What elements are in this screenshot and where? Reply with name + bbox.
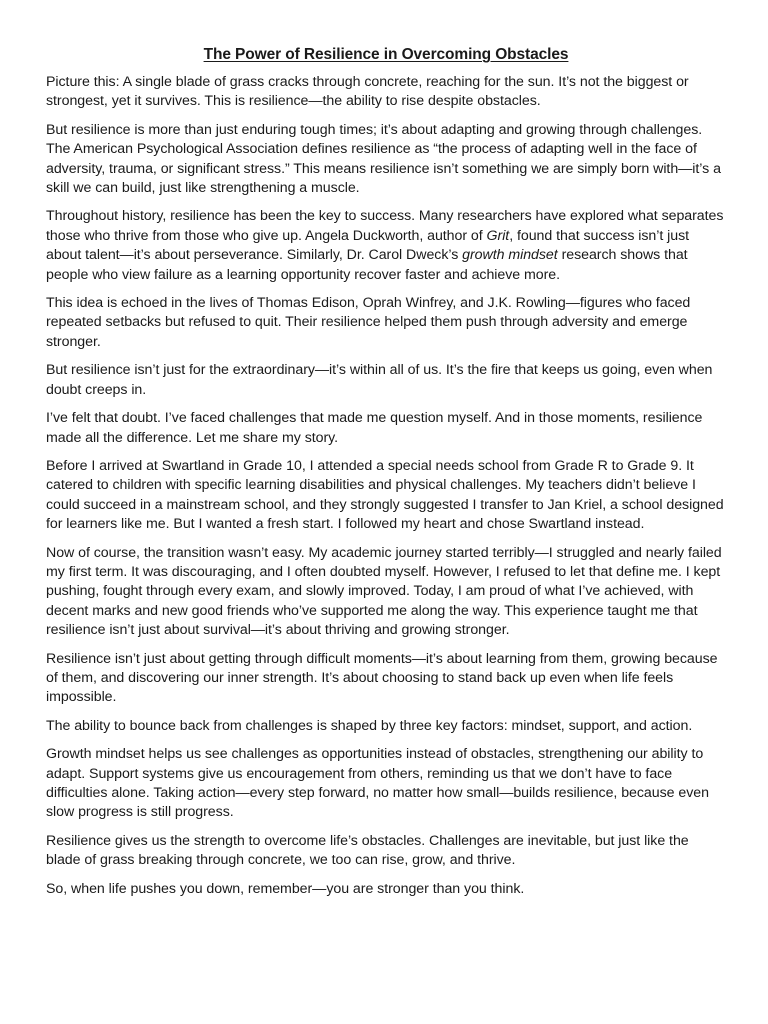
paragraph-intro: Picture this: A single blade of grass cracks through concrete, reaching for the sun. It’s not the biggest or strongest, yet it survives. This is resilience—the ability to rise despite obstacles. [46,74,689,110]
document-title: The Power of Resilience in Overcoming Obstacles [203,46,569,63]
paragraph-learning: Resilience isn’t just about getting through difficult moments—it’s about learning from them, growing because of them, and discovering our inner strength. It’s about choosing to stand back up even when life feels impossible. [46,650,718,706]
paragraph-conclusion: Resilience gives us the strength to overcome life’s obstacles. Challenges are inevitable, but just like the blade of grass breaking through concrete, we too can rise, grow, and thrive. [46,832,689,869]
research-text-3: research shows that people who view failure as a learning opportunity recover faster and achieve more. [46,247,688,283]
paragraph-transition: Now of course, the transition wasn’t easy. My academic journey started terribly—I struggled and nearly failed my first term. It was discouraging, and I often doubted myself. However, I refused to let that define me. I kept pushing, fought through every exam, and slowly improved. Today, I am proud of what I’ve achieved, with decent marks and new good friends who’ve supported me along the way. This experience taught me that resilience isn’t just about survival—it’s about thriving and growing stronger. [46,544,722,639]
paragraph-examples: This idea is echoed in the lives of Thomas Edison, Oprah Winfrey, and J.K. Rowling—figures who faced repeated setbacks but refused to quit. Their resilience helped them push through adversity and emerge stronger. [46,295,691,350]
paragraph-definition: But resilience is more than just enduring tough times; it’s about adapting and growing through challenges. The American Psychological Association defines resilience as “the process of adapting well in the face of adversity, trauma, or significant stress.” This means resilience isn’t something we are simply born with—it’s a skill we can build, just like strengthening a muscle. [46,121,721,197]
paragraph-research [46,207,726,285]
paragraph-doubt: I’ve felt that doubt. I’ve faced challenges that made me question myself. And in those moments, resilience made all the difference. Let me share my story. [46,410,703,446]
paragraph-within-us: But resilience isn’t just for the extraordinary—it’s within all of us. It’s the fire that keeps us going, even when doubt creeps in. [46,362,713,398]
research-text-1: Throughout history, resilience has been the key to success. Many researchers have explored what separates those who thrive from those who give up. Angela Duckworth, author of [46,208,724,244]
paragraph-key-factors: The ability to bounce back from challenges is shaped by three key factors: mindset, support, and action. [46,717,693,734]
paragraph-school-story: Before I arrived at Swartland in Grade 10, I attended a special needs school from Grade R to Grade 9. It catered to children with specific learning disabilities and physical challenges. My teachers didn’t believe I could succeed in a mainstream school, and they strongly suggested I transfer to Jan Kriel, a school designed for learners like me. But I wanted a fresh start. I followed my heart and chose Swartland instead. [46,457,724,533]
paragraph-closing: So, when life pushes you down, remember—you are stronger than you think. [46,880,525,897]
research-text-2: , found that success isn’t just about talent—it’s about perseverance. Similarly, Dr. Carol Dweck’s [46,227,690,264]
document-page [46,44,726,908]
growth-mindset-term: growth mindset [462,247,558,264]
book-title-grit: Grit [486,227,510,244]
paragraph-factors-detail: Growth mindset helps us see challenges as opportunities instead of obstacles, strengthening our ability to adapt. Support systems give us encouragement from others, reminding us that we don’t have to face difficulties alone. Taking action—every step forward, no matter how small—builds resilience, because even slow progress is still progress. [46,746,709,821]
